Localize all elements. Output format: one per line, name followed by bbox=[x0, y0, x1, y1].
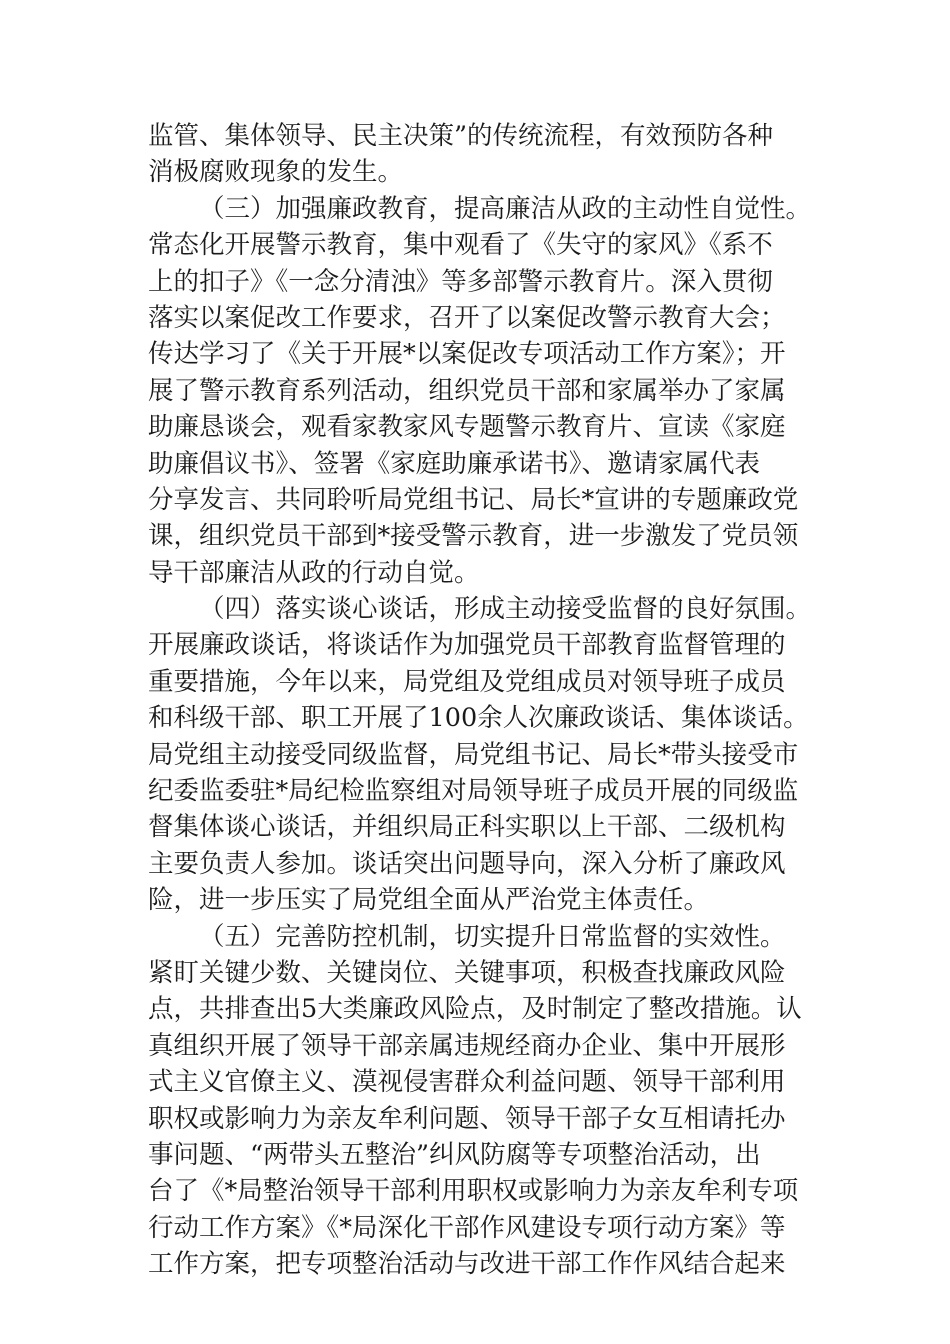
text-line: 局党组主动接受同级监督，局党组书记、局长*带头接受市 bbox=[148, 739, 799, 770]
text-line: 重要措施，今年以来，局党组及党组成员对领导班子成员 bbox=[148, 666, 786, 697]
text-line: 开展廉政谈话，将谈话作为加强党员干部教育监督管理的 bbox=[148, 630, 786, 661]
section-heading-line: （五）完善防控机制，切实提升日常监督的实效性。 bbox=[199, 921, 786, 952]
text-line: 和科级干部、职工开展了100余人次廉政谈话、集体谈话。 bbox=[148, 703, 809, 734]
text-line: 监管、集体领导、民主决策”的传统流程，有效预防各种 bbox=[148, 121, 774, 151]
text-line: 纪委监委驻*局纪检监察组对局领导班子成员开展的同级监 bbox=[148, 776, 799, 807]
text-line: 消极腐败现象的发生。 bbox=[148, 157, 404, 188]
body-text bbox=[148, 118, 812, 1283]
text-line: 事问题、“两带头五整治”纠风防腐等专项整治活动，出 bbox=[148, 1139, 761, 1170]
text-line: 台了《*局整治领导干部利用职权或影响力为亲友牟利专项 bbox=[148, 1176, 799, 1207]
text-line: 紧盯关键少数、关键岗位、关键事项，积极查找廉政风险 bbox=[148, 957, 786, 988]
text-line: 险，进一步压实了局党组全面从严治党主体责任。 bbox=[148, 885, 710, 916]
text-line: 分享发言、共同聆听局党组书记、局长*宣讲的专题廉政党 bbox=[148, 484, 799, 515]
text-line: 助廉恳谈会，观看家教家风专题警示教育片、宣读《家庭 bbox=[148, 412, 786, 443]
text-line: 督集体谈心谈话，并组织局正科实职以上干部、二级机构 bbox=[148, 812, 786, 843]
text-line: 点，共排查出5大类廉政风险点，及时制定了整改措施。认 bbox=[148, 994, 802, 1025]
text-line: 导干部廉洁从政的行动自觉。 bbox=[148, 557, 480, 588]
text-line: 助廉倡议书》、签署《家庭助廉承诺书》、邀请家属代表 bbox=[148, 448, 761, 479]
text-line: 行动工作方案》《*局深化干部作风建设专项行动方案》等 bbox=[148, 1212, 786, 1243]
text-line: 上的扣子》《一念分清浊》等多部警示教育片。深入贯彻 bbox=[148, 266, 773, 297]
text-line: 落实以案促改工作要求，召开了以案促改警示教育大会； bbox=[148, 302, 786, 333]
text-line: 式主义官僚主义、漠视侵害群众利益问题、领导干部利用 bbox=[148, 1067, 786, 1098]
section-heading-line: （四）落实谈心谈话，形成主动接受监督的良好氛围。 bbox=[199, 594, 812, 625]
text-line: 职权或影响力为亲友牟利问题、领导干部子女互相请托办 bbox=[148, 1103, 786, 1134]
text-line: 工作方案，把专项整治活动与改进干部工作作风结合起来 bbox=[148, 1249, 786, 1280]
text-line: 传达学习了《关于开展*以案促改专项活动工作方案》；开 bbox=[148, 339, 786, 370]
text-line: 主要负责人参加。谈话突出问题导向，深入分析了廉政风 bbox=[148, 848, 786, 879]
text-line: 常态化开展警示教育，集中观看了《失守的家风》《系不 bbox=[148, 230, 773, 261]
text-line: 真组织开展了领导干部亲属违规经商办企业、集中开展形 bbox=[148, 1030, 786, 1061]
text-line: 展了警示教育系列活动，组织党员干部和家属举办了家属 bbox=[148, 375, 786, 406]
text-line: 课，组织党员干部到*接受警示教育，进一步激发了党员领 bbox=[148, 521, 799, 552]
section-heading-line: （三）加强廉政教育，提高廉洁从政的主动性自觉性。 bbox=[199, 193, 812, 224]
